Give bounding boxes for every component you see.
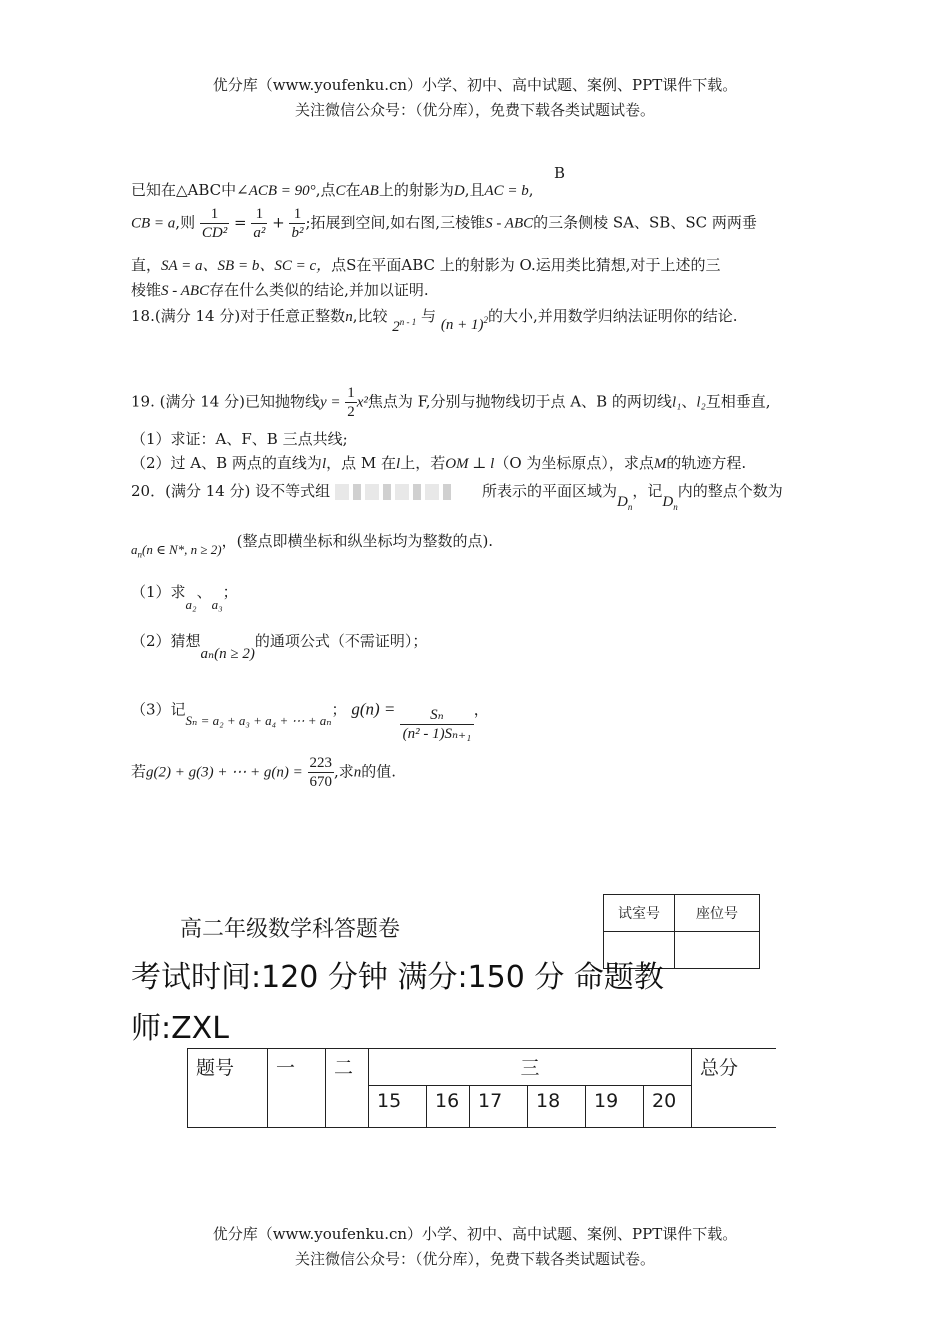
q17-math-sabc: S - ABC — [485, 215, 534, 232]
header-total: 总分 — [692, 1049, 776, 1128]
q17-line-4 — [131, 279, 429, 300]
q19-text: 焦点为 F,分别与抛物线切于点 A、B 的两切线 — [367, 392, 672, 411]
exam-info-line-2: 师:ZXL — [131, 1011, 229, 1046]
q20-math-g: g(n) = — [351, 699, 396, 719]
q17-text: 棱锥 — [131, 281, 162, 299]
q20-text: 的值. — [361, 762, 397, 781]
header-section-three: 三 — [369, 1049, 692, 1086]
q20-part-3 — [131, 692, 489, 742]
q18-text: 与 — [421, 307, 437, 325]
q20-math-dn: $D_n$ — [617, 494, 633, 512]
q19-text: 互相垂直, — [705, 392, 771, 411]
q20-part-2 — [131, 630, 428, 662]
q17-math-sabc-2: S - ABC — [161, 283, 210, 299]
q19-math-m: M — [653, 456, 667, 472]
inequality-system-image — [335, 484, 455, 500]
q17-text: 点S在平面 — [331, 256, 402, 274]
q20-line-2 — [131, 530, 494, 560]
q18-line — [131, 305, 738, 335]
q20-text: 若 — [131, 762, 147, 781]
q17-plus: + — [272, 213, 285, 232]
q17-text: ,则 — [175, 213, 196, 232]
q19-text: 上，若 — [400, 454, 446, 472]
q17-math-ac: AC = b — [484, 183, 529, 199]
q17-text: ,且 — [464, 181, 485, 199]
subheader-20: 20 — [644, 1086, 692, 1128]
header-question-number: 题号 — [188, 1049, 268, 1128]
q19-math-om: OM ⊥ l — [445, 456, 495, 472]
q19-math-x2: x² — [356, 394, 368, 411]
q20-line-1 — [131, 480, 455, 501]
q20-fraction-result: $\frac{223}{670}$ — [309, 755, 333, 790]
subheader-15: 15 — [369, 1086, 427, 1128]
q20-text: ,求 — [334, 762, 354, 781]
q19-part-1: （1）求证：A、F、B 三点共线; — [131, 430, 348, 448]
q17-line-1 — [131, 179, 534, 200]
q17-math-edges: SA = a、SB = b、SC = c， — [161, 258, 332, 274]
score-table — [187, 1048, 776, 1128]
q17-math-ab: AB — [360, 183, 379, 199]
q19-math-l1: l₁ — [671, 394, 682, 411]
q20-text: 内的整点个数为 — [677, 482, 783, 500]
header-line-2: 关注微信公众号：（优分库），免费下载各类试题试卷。 — [294, 101, 655, 119]
exam-info-line-1: 考试时间:120 分钟 满分:150 分 命题教 — [131, 960, 664, 995]
q20-math-a3: a₃ — [211, 597, 223, 612]
q17-text: 在 — [345, 181, 361, 199]
q20-part-4 — [131, 754, 396, 791]
q18-text: 18.(满分 14 分)对于任意正整数 — [131, 307, 346, 325]
footer-line-2: 关注微信公众号：（优分库），免费下载各类试题试卷。 — [294, 1250, 655, 1268]
figure-label-b: B — [554, 164, 566, 182]
q17-text: 上的射影为 — [378, 181, 454, 199]
q17-math-d: D — [453, 183, 465, 199]
header-line-1: 优分库（www.youfenku.cn）小学、初中、高中试题、案例、PPT课件下载。 — [212, 76, 738, 94]
footer-line-1: 优分库（www.youfenku.cn）小学、初中、高中试题、案例、PPT课件下载。 — [212, 1225, 738, 1243]
q17-line-2 — [131, 205, 757, 242]
q18-math-square: $(n + 1)^2$ — [440, 315, 488, 333]
answer-sheet-title: 高二年级数学科答题卷 — [180, 917, 401, 942]
q17-math-cb: CB = a — [131, 215, 176, 232]
q17-fraction-2: $\frac{1}{\text{a²}}$ — [253, 206, 266, 241]
q19-text: 、 — [681, 392, 697, 411]
q18-text: 的大小,并用数学归纳法证明你的结论. — [487, 307, 738, 325]
q18-math-n: n — [345, 309, 353, 325]
q19-text: （O 为坐标原点），求点 — [494, 454, 654, 472]
q17-text: 已知在△ABC中 — [131, 181, 237, 199]
q20-fraction-g: $\frac{\text{Sₙ}}{\text{(n² - 1)Sₙ₊₁}}$ — [400, 706, 474, 743]
q20-text: 、 — [196, 583, 212, 601]
q20-text: 所表示的平面区域为 — [482, 482, 618, 500]
q20-text: ； — [222, 583, 238, 601]
q19-text: 19. (满分 14 分)已知抛物线 — [131, 392, 320, 411]
q20-text: （1）求 — [131, 583, 186, 601]
subheader-19: 19 — [586, 1086, 644, 1128]
subheader-16: 16 — [427, 1086, 470, 1128]
q20-text: 的通项公式（不需证明）； — [254, 632, 428, 650]
room-label: 试室号 — [604, 895, 675, 932]
q18-text: ,比较 — [352, 307, 388, 325]
q20-math-an-guess: aₙ(n ≥ 2) — [200, 646, 255, 662]
q18-math-power: 2$^{n - 1}$ — [392, 317, 417, 335]
q20-math-a2: a₂ — [185, 597, 197, 612]
q17-math-angle: ∠ACB = 90° — [236, 183, 316, 199]
q17-text: ,点 — [315, 181, 336, 199]
q20-text: ，记 — [632, 482, 663, 500]
q19-math-l2: l₂ — [696, 394, 706, 411]
q19-text: （2）过 A、B 两点的直线为 — [131, 454, 322, 472]
q17-text: 的三条侧棱 SA、SB、SC 两两垂 — [533, 213, 757, 232]
seat-label: 座位号 — [675, 895, 760, 932]
q20-text: ，(整点即横坐标和纵坐标均为整数的点). — [221, 532, 494, 550]
q20-text: （2）猜想 — [131, 632, 201, 650]
q19-part-2 — [131, 452, 746, 473]
q19-math-l: l — [396, 456, 401, 472]
q17-fraction-3: $\frac{1}{\text{b²}}$ — [291, 206, 304, 241]
seat-input[interactable] — [675, 932, 760, 969]
q20-text: ， — [473, 700, 489, 719]
q20-text: ； — [331, 700, 347, 719]
q17-equals: = — [233, 213, 247, 232]
subheader-18: 18 — [528, 1086, 586, 1128]
q19-text: ，点 M 在 — [326, 454, 397, 472]
q20-math-n: n — [353, 764, 362, 781]
q20-math-dn-2: $D_n$ — [662, 494, 678, 512]
q20-math-an: $a_n(n$ ∈ N*, n ≥ 2) — [131, 542, 222, 560]
q19-math-l: l — [321, 456, 327, 472]
q20-text: （3）记 — [131, 700, 186, 719]
header-section-one: 一 — [268, 1049, 326, 1128]
q19-text: 的轨迹方程. — [666, 454, 747, 472]
q19-fraction: $\frac{1}{2}$ — [347, 385, 355, 420]
q17-text: 存在什么类似的结论,并加以证明. — [209, 281, 429, 299]
q20-line-1b — [482, 480, 783, 512]
q20-math-sn: Sₙ = a₂ + a₃ + a₄ + ⋯ + aₙ — [185, 712, 332, 728]
q17-text: ABC 上的射影为 O.运用类比猜想,对于上述的三 — [401, 256, 721, 274]
q17-text: ;拓展到空间,如右图,三棱锥 — [305, 213, 486, 232]
subheader-17: 17 — [470, 1086, 528, 1128]
q19-line-1 — [131, 384, 771, 421]
q17-line-3 — [131, 254, 721, 275]
q20-text: 20．(满分 14 分) 设不等式组 — [131, 482, 331, 500]
q17-fraction-1: $\frac{1}{\text{CD²}}$ — [201, 206, 228, 241]
q17-math-c: C — [335, 183, 346, 199]
q17-text: 直， — [131, 256, 162, 274]
q17-text: , — [528, 181, 534, 199]
q20-math-sum: g(2) + g(3) + ⋯ + g(n) = — [146, 764, 303, 781]
header-section-two: 二 — [326, 1049, 369, 1128]
q19-math-y: y = — [319, 394, 341, 411]
q20-part-1 — [131, 581, 238, 612]
